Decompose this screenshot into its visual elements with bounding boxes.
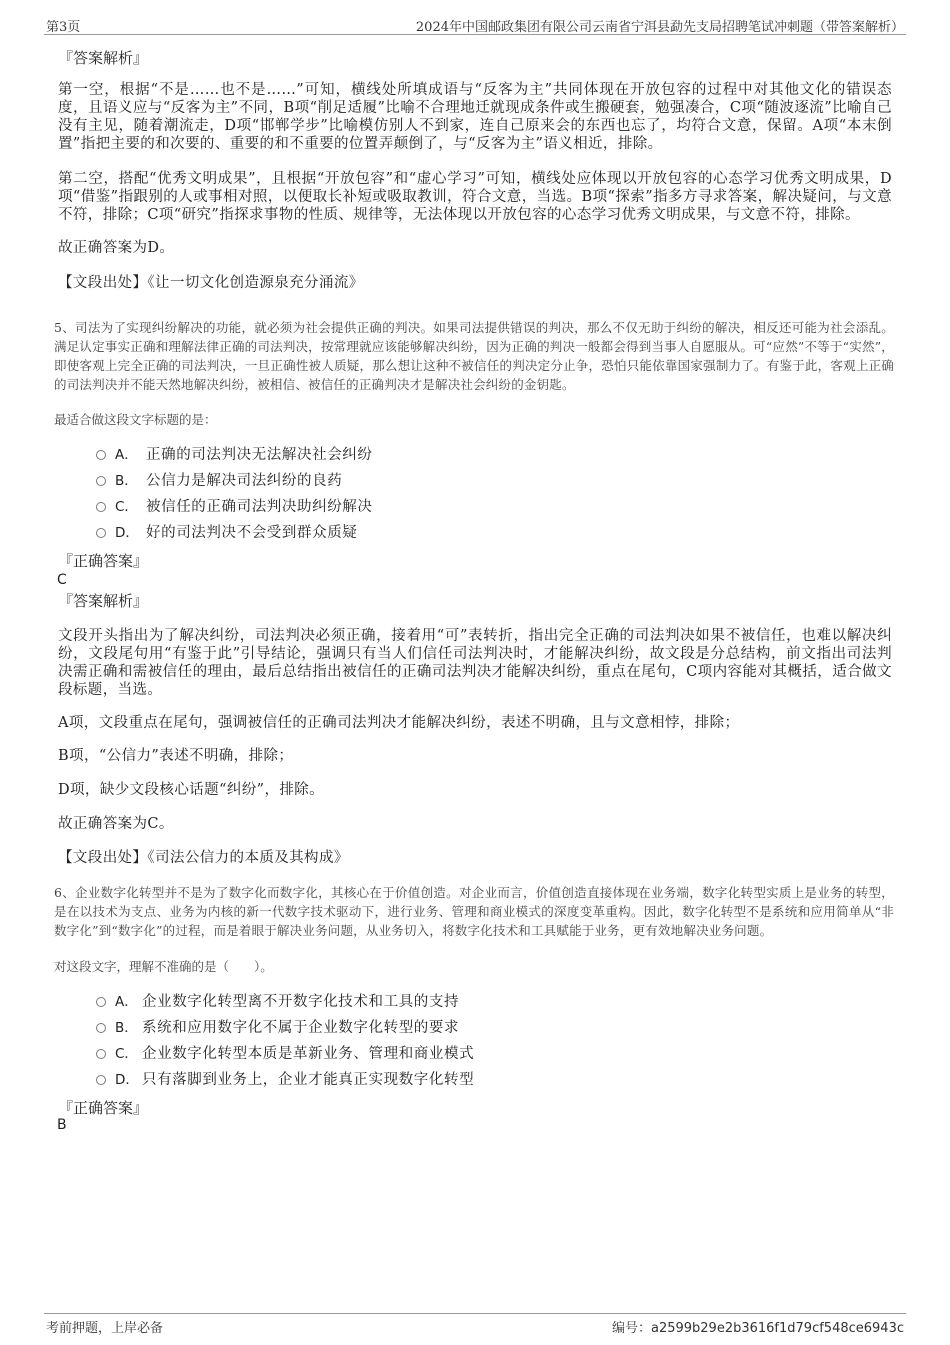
- q5-analysis-conclusion: 故正确答案为C。: [58, 816, 174, 832]
- q5-prompt: 最适合做这段文字标题的是：: [54, 412, 217, 427]
- option-letter: A．: [115, 447, 138, 463]
- radio-button[interactable]: [96, 450, 106, 460]
- q5-correct-label: 『正确答案』: [58, 552, 149, 570]
- radio-button[interactable]: [96, 528, 106, 538]
- option-letter: B．: [115, 1020, 138, 1036]
- option-text: 好的司法判决不会受到群众质疑: [146, 525, 358, 541]
- q5-analysis-label: 『答案解析』: [58, 592, 149, 610]
- q5-analysis-para-d: D项，缺少文段核心话题“纠纷”，排除。: [58, 782, 325, 798]
- q5-question-text: 5、司法为了实现纠纷解决的功能，就必须为社会提供正确的判决。如果司法提供错误的判决，那么不仅无助于纠纷的解决，相反还可能为社会添乱。满足认定事实正确和理解法律正确的司法判决，按常理就应该能够解决纠纷，因为正确的判决一般都会得到当事人自愿服从。可“应然”不等于“实然”，即使客观上完全正确的司法判决，一旦正确性被人质疑，那么想让这种不被信任的判决定分止争，恐怕只能依靠国家强制力了。有鉴于此，客观上正确的司法判决并不能天然地解决纠纷，被相信、被信任的正确判决才是解决社会纠纷的金钥匙。: [54, 320, 894, 392]
- option-text: 系统和应用数字化不属于企业数字化转型的要求: [142, 1020, 460, 1036]
- page-footer: [44, 1313, 906, 1338]
- radio-button[interactable]: [96, 502, 106, 512]
- radio-button[interactable]: [96, 997, 106, 1007]
- option-text: 公信力是解决司法纠纷的良药: [146, 473, 343, 489]
- q4-source: 【文段出处】《让一切文化创造源泉充分涌流》: [58, 275, 364, 291]
- option-letter: C．: [115, 1046, 138, 1062]
- q5-analysis-para-1: 文段开头指出为了解决纠纷，司法判决必须正确，接着用“可”表转折，指出完全正确的司法判决如果不被信任，也难以解决纠纷，文段尾句用“有鉴于此”引导结论，强调只有当人们信任司法判决时，才能解决纠纷，故文段是分总结构，前文指出司法判决需正确和需被信任的理由，最后总结指出被信任的正确司法判决才能解决纠纷，重点在尾句，C项内容能对其概括，适合做文段标题，当选。: [58, 628, 892, 698]
- q4-analysis-label: 『答案解析』: [58, 49, 149, 67]
- document-title: 2024年中国邮政集团有限公司云南省宁洱县勐先支局招聘笔试冲刺题（带答案解析）: [415, 20, 904, 35]
- q6-prompt: 对这段文字，理解不准确的是（ ）。: [54, 959, 273, 974]
- page-header: [44, 14, 906, 35]
- q5-correct-answer: C: [57, 572, 67, 588]
- option-letter: A．: [115, 994, 138, 1010]
- option-text: 只有落脚到业务上，企业才能真正实现数字化转型: [142, 1072, 475, 1088]
- page-number: 第3页: [46, 20, 81, 35]
- q5-source: 【文段出处】《司法公信力的本质及其构成》: [58, 850, 349, 866]
- footer-code-label: 编号：: [611, 1321, 651, 1336]
- footer-code: [612, 1317, 904, 1336]
- q4-analysis-conclusion: 故正确答案为D。: [58, 240, 175, 256]
- q4-analysis-para-2: 第二空，搭配“优秀文明成果”，且根据“开放包容”和“虚心学习”可知，横线处应体现以开放包容的心态学习优秀文明成果，D项“借鉴”指跟别的人或事相对照，以便取长补短或吸取教训，符合文意，当选。B项“探索”指多方寻求答案，解决疑问，与文意不符，排除；C项“研究”指探求事物的性质、规律等，无法体现以开放包容的心态学习优秀文明成果，与文意不符，排除。: [58, 171, 892, 223]
- q6-correct-label: 『正确答案』: [58, 1099, 149, 1117]
- option-text: 企业数字化转型本质是革新业务、管理和商业模式: [142, 1046, 475, 1062]
- radio-button[interactable]: [96, 1075, 106, 1085]
- option-letter: B．: [115, 473, 138, 489]
- q6-correct-answer: B: [57, 1117, 67, 1133]
- q4-analysis-para-1: 第一空，根据“不是……也不是……”可知，横线处所填成语与“反客为主”共同体现在开放包容的过程中对其他文化的错误态度，且语义应与“反客为主”不同，B项“削足适履”比喻不合理地迁就现成条件或生搬硬套，勉强凑合，C项“随波逐流”比喻自己没有主见，随着潮流走，D项“邯郸学步”比喻模仿别人不到家，连自己原来会的东西也忘了，均符合文意，保留。A项“本末倒置”指把主要的和次要的、重要的和不重要的位置弄颠倒了，与“反客为主”语义相近，排除。: [58, 82, 892, 152]
- footer-slogan: 考前押题，上岸必备: [46, 1321, 164, 1336]
- radio-button[interactable]: [96, 1023, 106, 1033]
- footer-code-value: a2599b29e2b3616f1d79cf548ce6943c: [650, 1321, 904, 1336]
- option-text: 正确的司法判决无法解决社会纠纷: [146, 447, 373, 463]
- q5-analysis-para-a: A项，文段重点在尾句，强调被信任的正确司法判决才能解决纠纷，表述不明确，且与文意相悖，排除；: [58, 715, 740, 731]
- option-text: 企业数字化转型离不开数字化技术和工具的支持: [142, 994, 460, 1010]
- radio-button[interactable]: [96, 476, 106, 486]
- option-text: 被信任的正确司法判决助纠纷解决: [146, 499, 373, 515]
- option-letter: D．: [115, 1072, 139, 1088]
- option-letter: D．: [115, 525, 139, 541]
- q5-analysis-para-b: B项，“公信力”表述不明确，排除；: [58, 748, 294, 764]
- radio-button[interactable]: [96, 1049, 106, 1059]
- option-letter: C．: [115, 499, 138, 515]
- q6-question-text: 6、企业数字化转型并不是为了数字化而数字化，其核心在于价值创造。对企业而言，价值创造直接体现在业务端，数字化转型实质上是业务的转型，是在以技术为支点、业务为内核的新一代数字技术驱动下，进行业务、管理和商业模式的深度变革重构。因此，数字化转型不是系统和应用简单从“非数字化”到“数字化”的过程，而是着眼于解决业务问题，从业务切入，将数字化技术和工具赋能于业务，更有效地解决业务问题。: [54, 885, 894, 938]
